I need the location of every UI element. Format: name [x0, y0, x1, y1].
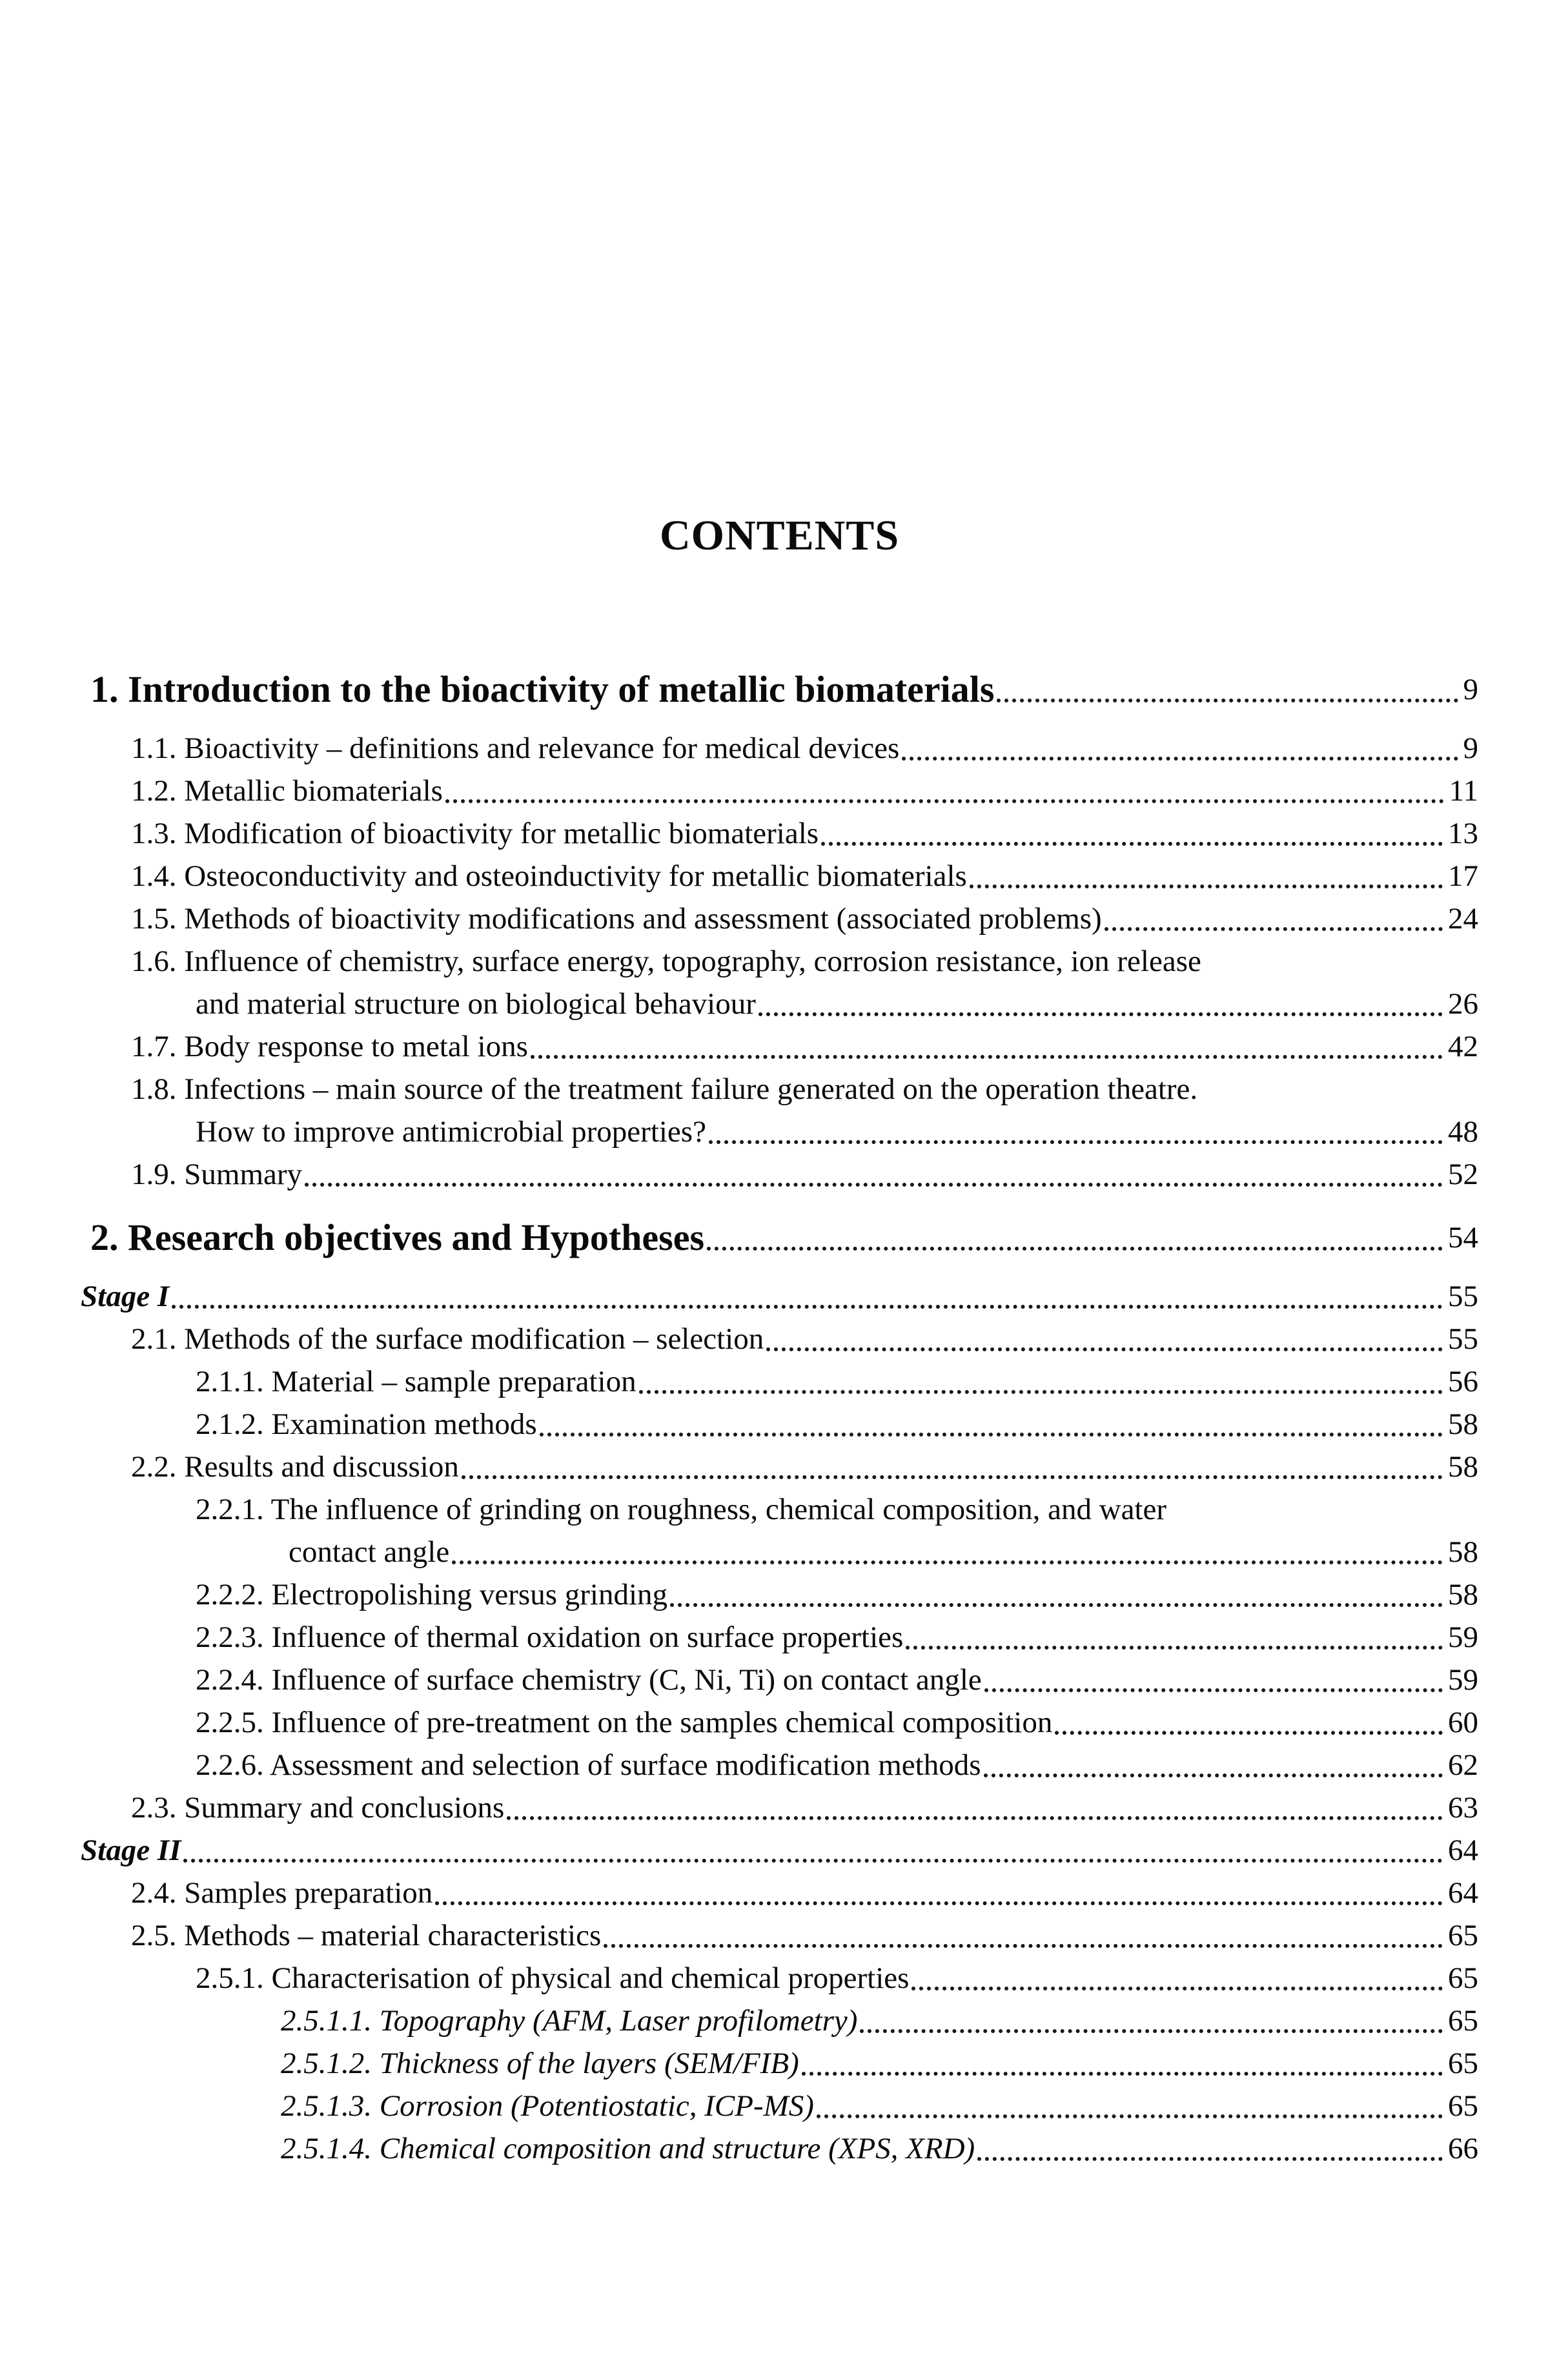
toc-page-number: 58	[1448, 1578, 1478, 1611]
toc-entry-line	[81, 1446, 1478, 1488]
toc-entry-text: 1.7. Body response to metal ions	[131, 1030, 528, 1063]
toc-entry-text: 2.1.1. Material – sample preparation	[196, 1365, 636, 1398]
toc-entry-line	[81, 812, 1478, 855]
dot-leader	[1055, 1731, 1443, 1735]
dot-leader	[1105, 927, 1443, 931]
dot-leader	[540, 1433, 1443, 1436]
toc-page-number: 52	[1448, 1158, 1478, 1191]
toc-entry-line	[81, 1212, 1478, 1263]
toc-entry-text: 1.4. Osteoconductivity and osteoinductivity for metallic biomaterials	[131, 859, 967, 893]
toc-entry-line	[81, 1573, 1478, 1616]
toc-entry	[81, 770, 1478, 812]
dot-leader	[766, 1347, 1443, 1351]
dot-leader	[305, 1183, 1443, 1187]
toc-entry	[81, 1786, 1478, 1829]
toc-page-number: 60	[1448, 1706, 1478, 1739]
toc-entry-line	[81, 770, 1478, 812]
toc-entry-text: 2.5.1.2. Thickness of the layers (SEM/FIB)	[281, 2047, 799, 2080]
toc-page-number: 59	[1448, 1663, 1478, 1697]
toc-page-number: 58	[1448, 1535, 1478, 1569]
toc-page-number: 58	[1448, 1450, 1478, 1484]
toc-page-number: 13	[1448, 817, 1478, 850]
toc-entry	[81, 1872, 1478, 1914]
toc-entry	[81, 1957, 1478, 1999]
toc-entry-text: 2.2.3. Influence of thermal oxidation on surface properties	[196, 1621, 904, 1654]
toc-entry-text: 2.1. Methods of the surface modification – selection	[131, 1322, 764, 1356]
toc-entry-text: 2.2.1. The influence of grinding on roughness, chemical composition, and water	[196, 1493, 1167, 1526]
dot-leader	[639, 1390, 1443, 1394]
toc-entry-line	[81, 897, 1478, 940]
toc-entry	[81, 1153, 1478, 1196]
toc-entry-text: 2. Research objectives and Hypotheses	[90, 1216, 705, 1258]
toc-entry	[81, 1275, 1478, 1318]
toc-entry	[81, 1360, 1478, 1403]
dot-leader	[759, 1012, 1443, 1016]
toc-entry-line	[81, 1318, 1478, 1360]
page-title: CONTENTS	[659, 512, 900, 559]
toc-entry	[81, 727, 1478, 770]
toc-entry-text: 2.5.1.4. Chemical composition and structure (XPS, XRD)	[281, 2132, 975, 2165]
toc-entry	[81, 897, 1478, 940]
toc-entry-line	[81, 1153, 1478, 1196]
toc-entry-line	[81, 1786, 1478, 1829]
toc-entry-line	[81, 727, 1478, 770]
toc-entry	[81, 1659, 1478, 1701]
toc-entry-line	[81, 1488, 1478, 1531]
toc-entry-text: 2.2.2. Electropolishing versus grinding	[196, 1578, 668, 1611]
toc-entry-line	[81, 1659, 1478, 1701]
toc-entry	[81, 940, 1478, 1025]
toc-entry	[81, 1744, 1478, 1786]
toc-page-number: 17	[1448, 859, 1478, 893]
toc-entry-text: 1.5. Methods of bioactivity modifications and assessment (associated problems)	[131, 902, 1102, 936]
toc-page-number: 65	[1448, 1961, 1478, 1995]
dot-leader	[997, 699, 1458, 702]
toc-entry	[81, 1573, 1478, 1616]
toc-page-number: 63	[1448, 1791, 1478, 1825]
toc-entry-text: 2.5.1.1. Topography (AFM, Laser profilometry)	[281, 2004, 858, 2038]
toc-page-number: 55	[1448, 1280, 1478, 1313]
toc-entry-line	[81, 1360, 1478, 1403]
toc-page-number: 65	[1448, 2089, 1478, 2123]
toc-entry-text: 2.2.5. Influence of pre-treatment on the samples chemical composition	[196, 1706, 1053, 1739]
dot-leader	[911, 1987, 1443, 1990]
dot-leader	[977, 2157, 1443, 2161]
toc-page-number: 26	[1448, 987, 1478, 1021]
toc-entry-text: 2.5.1.3. Corrosion (Potentiostatic, ICP-MS)	[281, 2089, 814, 2123]
toc-entry-text: 2.2.6. Assessment and selection of surface modification methods	[196, 1748, 981, 1782]
toc-entry-line	[81, 1025, 1478, 1068]
dot-leader	[906, 1646, 1443, 1650]
dot-leader	[507, 1816, 1443, 1820]
toc-entry-text: 1.8. Infections – main source of the treatment failure generated on the operation theatre.	[131, 1072, 1198, 1106]
dot-leader	[462, 1475, 1443, 1479]
toc-entry	[81, 855, 1478, 897]
toc-page-number: 24	[1448, 902, 1478, 936]
toc-entry-line	[81, 1110, 1478, 1153]
toc-entry-line	[81, 855, 1478, 897]
dot-leader	[860, 2029, 1443, 2033]
toc-page-number: 56	[1448, 1365, 1478, 1398]
toc-entry	[81, 2127, 1478, 2170]
toc-page-number: 11	[1449, 774, 1478, 808]
toc-entry	[81, 2042, 1478, 2085]
toc-list	[81, 664, 1478, 2170]
toc-entry-line	[81, 1914, 1478, 1957]
dot-leader	[452, 1560, 1443, 1564]
toc-page-number: 48	[1448, 1115, 1478, 1149]
toc-entry-line	[81, 1872, 1478, 1914]
toc-entry-text: 2.4. Samples preparation	[131, 1876, 433, 1910]
toc-entry-text: 2.2. Results and discussion	[131, 1450, 459, 1484]
toc-entry-line	[81, 1403, 1478, 1446]
dot-leader	[531, 1055, 1443, 1059]
dot-leader	[604, 1944, 1443, 1948]
toc-entry-line	[81, 1999, 1478, 2042]
dot-leader	[183, 1859, 1443, 1863]
toc-entry-line	[81, 940, 1478, 983]
toc-entry-line	[81, 1829, 1478, 1872]
toc-entry-line	[81, 1275, 1478, 1318]
dot-leader	[445, 799, 1444, 803]
toc-entry	[81, 812, 1478, 855]
dot-leader	[817, 2114, 1443, 2118]
toc-page-number: 9	[1463, 731, 1478, 765]
toc-entry	[81, 1701, 1478, 1744]
toc-entry-text: 1. Introduction to the bioactivity of metallic biomaterials	[90, 668, 995, 710]
toc-page-number: 66	[1448, 2132, 1478, 2165]
toc-entry	[81, 1446, 1478, 1488]
toc-entry	[81, 1212, 1478, 1263]
toc-entry-text: 2.2.4. Influence of surface chemistry (C, Ni, Ti) on contact angle	[196, 1663, 982, 1697]
toc-entry-text: Stage I	[81, 1280, 170, 1313]
toc-entry	[81, 1999, 1478, 2042]
toc-entry-line	[81, 2042, 1478, 2085]
dot-leader	[821, 842, 1443, 846]
dot-leader	[435, 1901, 1443, 1905]
toc-page-number: 59	[1448, 1621, 1478, 1654]
toc-entry-text: 2.5. Methods – material characteristics	[131, 1919, 602, 1952]
toc-entry	[81, 1403, 1478, 1446]
toc-page-number: 65	[1448, 2004, 1478, 2038]
toc-entry-text: 2.3. Summary and conclusions	[131, 1791, 505, 1825]
toc-entry-text: and material structure on biological behaviour	[196, 987, 756, 1021]
dot-leader	[984, 1688, 1443, 1692]
toc-page-number: 62	[1448, 1748, 1478, 1782]
toc-entry-line	[81, 1068, 1478, 1110]
toc-entry-line	[81, 983, 1478, 1025]
toc-entry	[81, 2085, 1478, 2127]
toc-entry	[81, 1829, 1478, 1872]
toc-page-number: 55	[1448, 1322, 1478, 1356]
toc-entry-text: How to improve antimicrobial properties?	[196, 1115, 706, 1149]
toc-entry	[81, 1068, 1478, 1153]
toc-entry-line	[81, 1531, 1478, 1573]
dot-leader	[707, 1247, 1443, 1251]
dot-leader	[902, 757, 1458, 761]
toc-page-number: 54	[1448, 1221, 1478, 1254]
toc-page-number: 9	[1463, 673, 1478, 706]
toc-entry	[81, 1914, 1478, 1957]
toc-entry-text: 1.3. Modification of bioactivity for metallic biomaterials	[131, 817, 819, 850]
toc-entry	[81, 1025, 1478, 1068]
toc-page-number: 65	[1448, 2047, 1478, 2080]
dot-leader	[709, 1140, 1443, 1144]
dot-leader	[802, 2072, 1443, 2076]
toc-entry-line	[81, 1744, 1478, 1786]
toc-entry-line	[81, 2127, 1478, 2170]
toc-entry-line	[81, 2085, 1478, 2127]
toc-entry-text: 1.9. Summary	[131, 1158, 303, 1191]
toc-page-number: 64	[1448, 1834, 1478, 1867]
toc-entry-text: contact angle	[289, 1535, 450, 1569]
toc-entry	[81, 1616, 1478, 1659]
toc-entry-line	[81, 664, 1478, 715]
toc-entry-line	[81, 1957, 1478, 1999]
toc-entry-text: 2.1.2. Examination methods	[196, 1407, 537, 1441]
toc-page-number: 58	[1448, 1407, 1478, 1441]
toc-entry-line	[81, 1701, 1478, 1744]
toc-page-number: 42	[1448, 1030, 1478, 1063]
toc-entry	[81, 1318, 1478, 1360]
toc-entry-text: 1.6. Influence of chemistry, surface energy, topography, corrosion resistance, ion release	[131, 945, 1201, 978]
dot-leader	[984, 1774, 1443, 1777]
dot-leader	[172, 1305, 1443, 1309]
toc-entry-text: 1.1. Bioactivity – definitions and relevance for medical devices	[131, 731, 900, 765]
dot-leader	[670, 1603, 1443, 1607]
toc-entry-text: 2.5.1. Characterisation of physical and chemical properties	[196, 1961, 910, 1995]
toc-entry-text: 1.2. Metallic biomaterials	[131, 774, 443, 808]
toc-page-number: 65	[1448, 1919, 1478, 1952]
toc-page-number: 64	[1448, 1876, 1478, 1910]
toc-entry	[81, 1488, 1478, 1573]
toc-entry-text: Stage II	[81, 1834, 181, 1867]
dot-leader	[970, 884, 1443, 888]
toc-entry-line	[81, 1616, 1478, 1659]
toc-entry	[81, 664, 1478, 715]
